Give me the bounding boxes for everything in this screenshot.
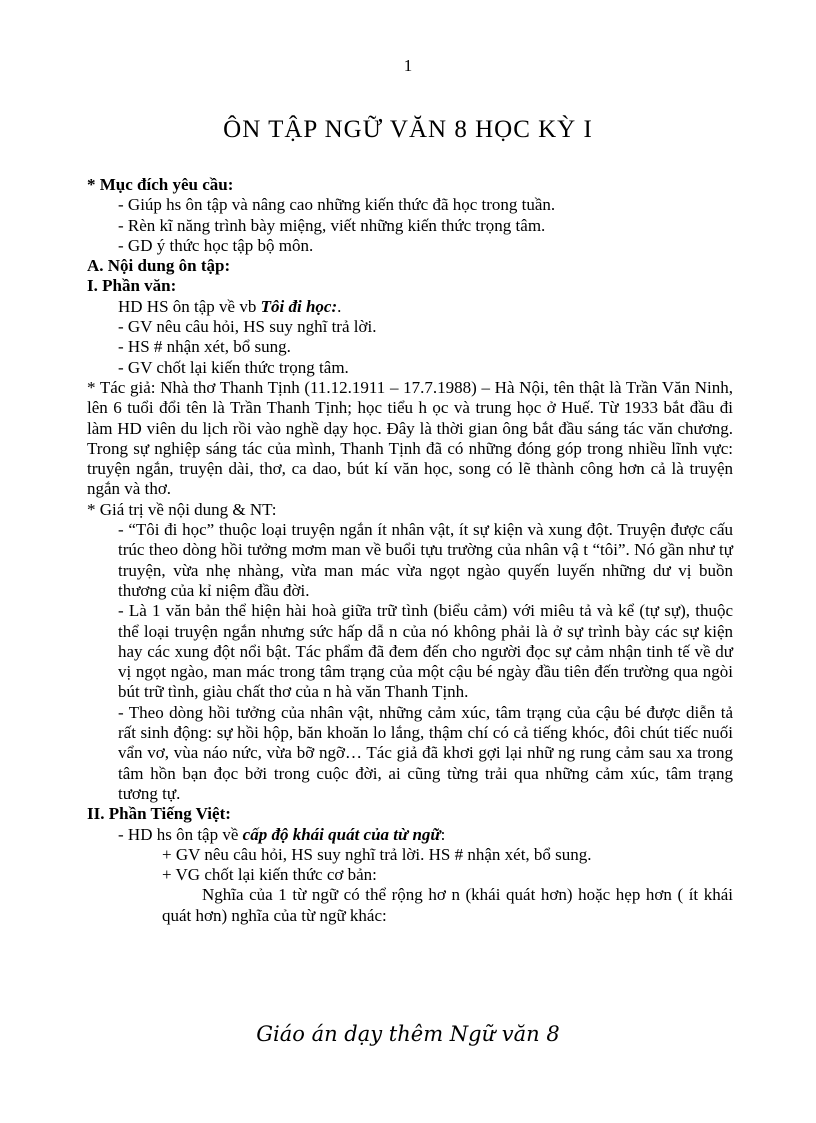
intro-prefix: - HD hs ôn tập về bbox=[118, 824, 243, 844]
value-paragraph: - Theo dòng hồi tưởng của nhân vật, những cảm xúc, tâm trạng của cậu bé được diễn tả rất sinh động: sự hồi hộp, băn khoăn lo lắng, thậm chí có cả tiếng khóc, đôi chút tiếc nuối vẩn vơ, vùa náo nức, vừa bỡ ngỡ… Tác giả đã khơi gợi lại nhữ ng rung cảm sau xa trong tâm hồn bạn đọc bởi trong cuộc đời, ai cũng từng trải qua những cảm xúc, tâm trạng tương tự. bbox=[118, 702, 733, 803]
page-title: ÔN TẬP NGỮ VĂN 8 HỌC KỲ I bbox=[223, 116, 593, 143]
section-2-heading: II. Phần Tiếng Việt: bbox=[87, 804, 231, 824]
step-item: - HS # nhận xét, bổ sung. bbox=[118, 337, 291, 357]
section-1-heading: I. Phần văn: bbox=[87, 276, 177, 296]
work-title: Tôi đi học: bbox=[260, 296, 338, 316]
definition-paragraph: Nghĩa của 1 từ ngữ có thể rộng hơ n (khái quát hơn) hoặc hẹp hơn ( ít khái quát hơn) nghĩa của từ ngữ khác: bbox=[162, 885, 733, 925]
value-heading: * Giá trị về nội dung & NT: bbox=[87, 499, 277, 519]
footer-text: Giáo án dạy thêm Ngữ văn 8 bbox=[256, 1022, 560, 1046]
author-paragraph: * Tác giả: Nhà thơ Thanh Tịnh (11.12.1911 – 17.7.1988) – Hà Nội, tên thật là Trần Văn Ninh, lên 6 tuổi đổi tên là Trần Thanh Tịnh; học tiểu h ọc và trung học ở Huế. Từ 1933 bắt đầu đi làm HD viên du lịch rồi vào nghề dạy học. Đây là thời gian ông bắt đầu sáng tác văn chương. Trong sự nghiệp sáng tác của mình, Thanh Tịnh đã có những đóng góp trong nhiều lĩnh vực: truyện ngắn, truyện dài, thơ, ca dao, bút kí văn học, song có lẽ thành công hơn cả là truyện ngắn và thơ. bbox=[87, 377, 733, 499]
section-2-intro bbox=[87, 825, 733, 845]
section-1-intro bbox=[87, 297, 733, 317]
document-body bbox=[87, 175, 733, 926]
intro-suffix: . bbox=[337, 296, 342, 316]
purpose-heading: * Mục đích yêu cầu: bbox=[87, 175, 234, 194]
step-item: + GV nêu câu hỏi, HS suy nghĩ trả lời. HS # nhận xét, bổ sung. bbox=[162, 844, 592, 864]
purpose-item: - GD ý thức học tập bộ môn. bbox=[118, 235, 314, 255]
purpose-item: - Giúp hs ôn tập và nâng cao những kiến thức đã học trong tuần. bbox=[118, 195, 556, 215]
value-paragraph: - “Tôi đi học” thuộc loại truyện ngắn ít nhân vật, ít sự kiện và xung đột. Truyện được cấu trúc theo dòng hồi tưởng mơm man về buổi tựu trường của nhân vậ t “tôi”. Nó gần như tự truyện, vừa nhẹ nhàng, vừa man mác vừa ngọt ngào quyến luyến những dư vị buồn thương của kỉ niệm đầu đời. bbox=[118, 520, 733, 600]
step-item: - GV chốt lại kiến thức trọng tâm. bbox=[118, 357, 349, 377]
section-a-heading: A. Nội dung ôn tập: bbox=[87, 256, 231, 276]
intro-suffix: : bbox=[440, 824, 446, 844]
purpose-item: - Rèn kĩ năng trình bày miệng, viết những kiến thức trọng tâm. bbox=[118, 215, 546, 235]
value-paragraph: - Là 1 văn bản thể hiện hài hoà giữa trữ tình (biểu cảm) với miêu tả và kể (tự sự), thuộc thể loại truyện ngắn nhưng sức hấp dẫ n của nó không phải là ở sự trình bày các sự kiện hay các xung đột nổi bật. Tác phẩm đã đem đến cho người đọc sự cảm nhận tinh tế về dư vị ngọt ngào, man mác trong tâm trạng của một cậu bé ngày đầu tiên đến trường qua ngòi bút trữ tình, giàu chất thơ của n hà văn Thanh Tịnh. bbox=[118, 601, 733, 702]
topic-title: cấp độ khái quát của từ ngữ bbox=[242, 824, 441, 844]
intro-prefix: HD HS ôn tập về vb bbox=[118, 296, 261, 316]
step-item: + VG chốt lại kiến thức cơ bản: bbox=[162, 865, 377, 885]
step-item: - GV nêu câu hỏi, HS suy nghĩ trả lời. bbox=[118, 317, 377, 337]
page-number: 1 bbox=[403, 56, 413, 75]
